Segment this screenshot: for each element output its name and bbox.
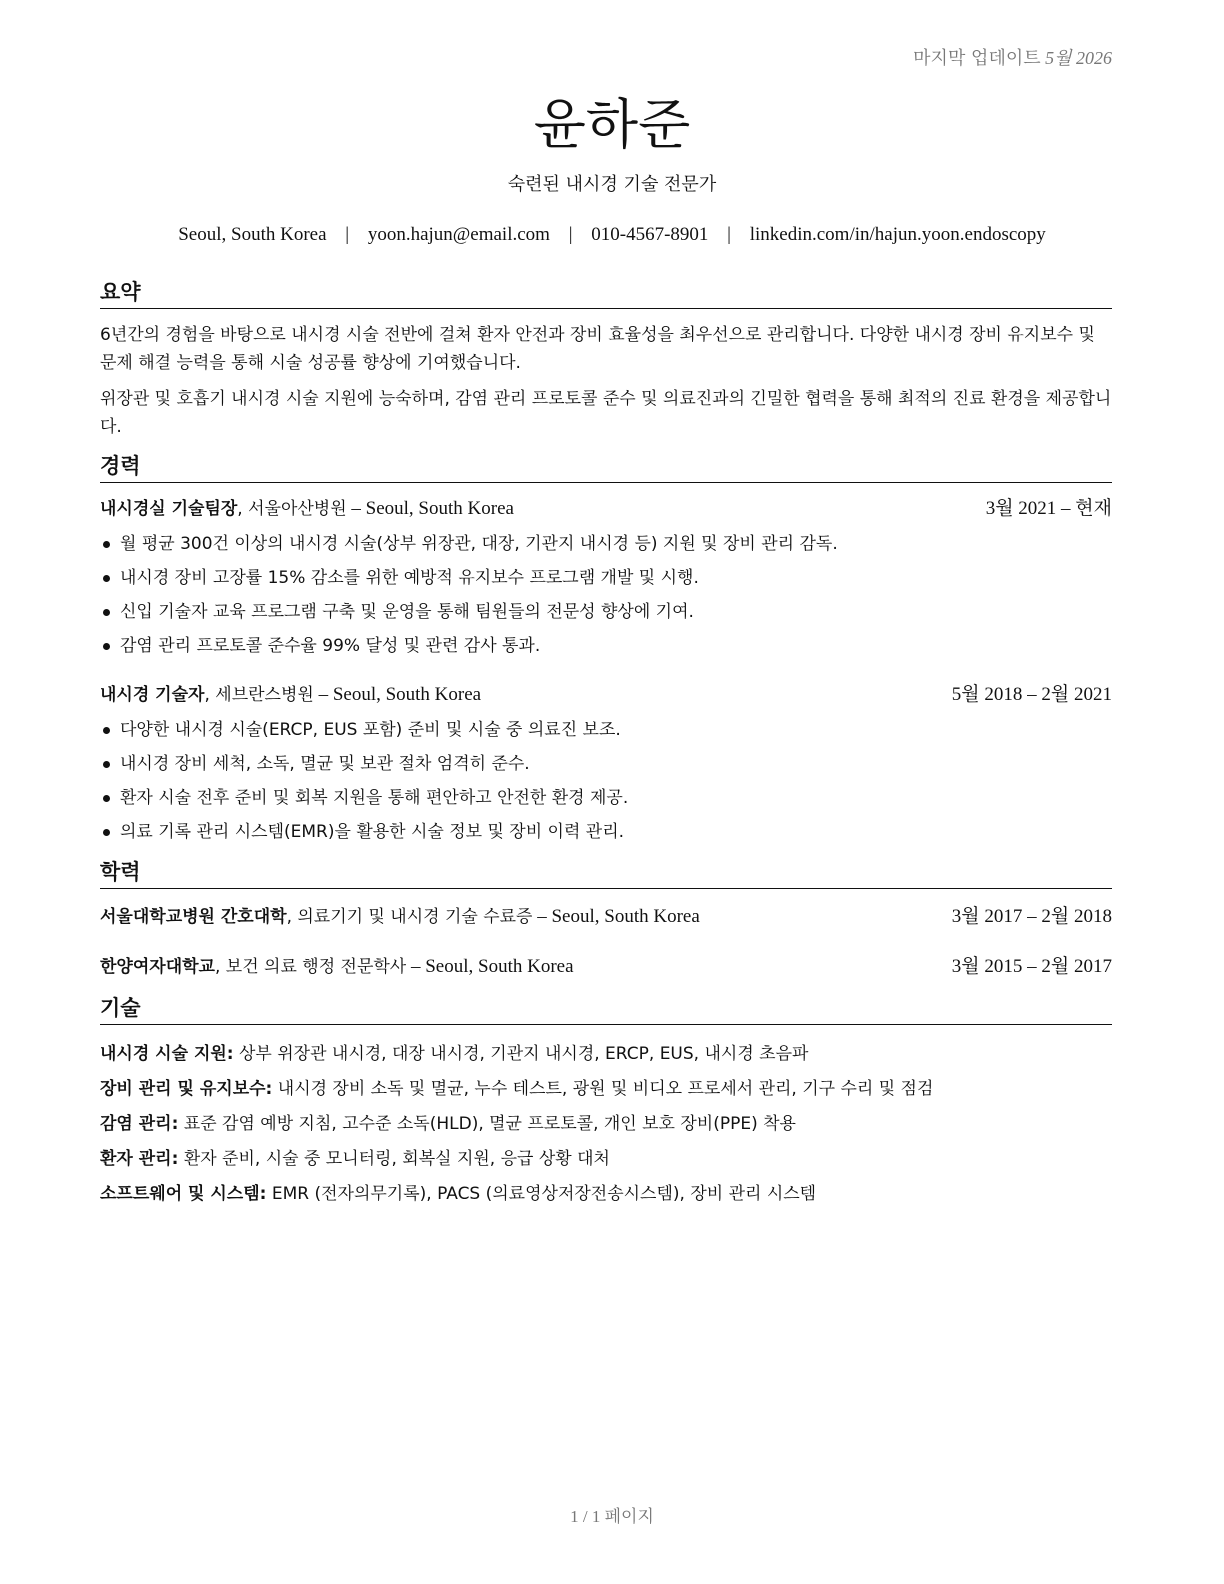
education-school: 한양여자대학교 <box>100 957 215 977</box>
contact-separator: | <box>568 224 573 245</box>
candidate-headline: 숙련된 내시경 기술 전문가 <box>507 174 717 195</box>
education-school: 서울대학교병원 간호대학 <box>100 907 287 927</box>
skill-label: 감염 관리: <box>100 1114 179 1134</box>
section-title-summary: 요약 <box>100 276 1112 309</box>
skill-line <box>100 1107 1112 1142</box>
education-degree: 의료기기 및 내시경 기술 수료증 <box>297 907 533 927</box>
contact-line <box>0 224 1224 246</box>
education-location: Seoul, South Korea <box>425 956 574 977</box>
education-degree: 보건 의료 행정 전문학사 <box>225 957 407 977</box>
job-location: Seoul, South Korea <box>332 684 482 705</box>
skill-value: 표준 감염 예방 지침, 고수준 소독(HLD), 멸균 프로토콜, 개인 보호 장비(PPE) 착용 <box>183 1114 796 1134</box>
list-item: 신입 기술자 교육 프로그램 구축 및 운영을 통해 팀원들의 전문성 향상에 기여. <box>100 595 1112 629</box>
job-location: Seoul, South Korea <box>365 498 514 519</box>
last-updated-date: 5월 2026 <box>1045 48 1112 68</box>
job-org: 세브란스병원 <box>215 685 314 705</box>
list-item: 내시경 장비 고장률 15% 감소를 위한 예방적 유지보수 프로그램 개발 및 시행. <box>100 561 1112 595</box>
summary-paragraph: 6년간의 경험을 바탕으로 내시경 시술 전반에 걸쳐 환자 안전과 장비 효율성을 최우선으로 관리합니다. 다양한 내시경 장비 유지보수 및 문제 해결 능력을 통해 시술 성공률 향상에 기여했습니다. <box>100 325 1095 373</box>
contact-phone[interactable]: 010-4567-8901 <box>591 224 709 245</box>
job-role: 내시경 기술자 <box>100 685 205 705</box>
education-dates: 3월 2015 – 2월 2017 <box>951 956 1112 977</box>
education-entry: 한양여자대학교, 보건 의료 행정 전문학사 – Seoul, South Korea 3월 2015 – 2월 2017 <box>100 953 1112 981</box>
contact-separator: | <box>345 224 350 245</box>
skill-line <box>100 1037 1112 1072</box>
summary-paragraph: 위장관 및 호흡기 내시경 시술 지원에 능숙하며, 감염 관리 프로토콜 준수 및 의료진과의 긴밀한 협력을 통해 최적의 진료 환경을 제공합니다. <box>100 389 1112 437</box>
summary-section <box>100 276 1112 449</box>
list-item: 내시경 장비 세척, 소독, 멸균 및 보관 절차 엄격히 준수. <box>100 747 1112 781</box>
contact-location: Seoul, South Korea <box>178 224 327 245</box>
skill-value: 내시경 장비 소독 및 멸균, 누수 테스트, 광원 및 비디오 프로세서 관리, 기구 수리 및 점검 <box>277 1079 934 1099</box>
skill-value: 상부 위장관 내시경, 대장 내시경, 기관지 내시경, ERCP, EUS, 내시경 초음파 <box>239 1044 809 1064</box>
skill-value: EMR (전자의무기록), PACS (의료영상저장전송시스템), 장비 관리 시스템 <box>271 1184 817 1204</box>
contact-email[interactable]: yoon.hajun@email.com <box>367 224 550 245</box>
skill-value: 환자 준비, 시술 중 모니터링, 회복실 지원, 응급 상황 대처 <box>183 1149 610 1169</box>
list-item: 다양한 내시경 시술(ERCP, EUS 포함) 준비 및 시술 중 의료진 보조. <box>100 713 1112 747</box>
job-header: 내시경실 기술팀장, 서울아산병원 – Seoul, South Korea 3월 2021 – 현재 <box>100 495 1112 523</box>
section-title-skills: 기술 <box>100 992 1112 1025</box>
skill-label: 장비 관리 및 유지보수: <box>100 1079 273 1099</box>
job-dates: 5월 2018 – 2월 2021 <box>951 684 1112 705</box>
skill-label: 환자 관리: <box>100 1149 179 1169</box>
section-title-experience: 경력 <box>100 450 1112 483</box>
list-item: 월 평균 300건 이상의 내시경 시술(상부 위장관, 대장, 기관지 내시경 등) 지원 및 장비 관리 감독. <box>100 527 1112 561</box>
contact-separator: | <box>727 224 731 245</box>
page-number: 1 / 1 <box>570 1507 601 1526</box>
section-title-education: 학력 <box>100 856 1112 889</box>
last-updated <box>913 44 1112 70</box>
job-dates: 3월 2021 – 현재 <box>985 498 1112 519</box>
job-entry <box>100 495 1112 663</box>
page-label: 페이지 <box>604 1507 654 1527</box>
job-header: 내시경 기술자, 세브란스병원 – Seoul, South Korea 5월 2018 – 2월 2021 <box>100 681 1112 709</box>
list-item: 환자 시술 전후 준비 및 회복 지원을 통해 편안하고 안전한 환경 제공. <box>100 781 1112 815</box>
job-role: 내시경실 기술팀장 <box>100 499 238 519</box>
education-entry: 서울대학교병원 간호대학, 의료기기 및 내시경 기술 수료증 – Seoul, South Korea 3월 2017 – 2월 2018 <box>100 903 1112 931</box>
page-footer <box>0 1502 1224 1527</box>
experience-section <box>100 450 1112 849</box>
candidate-name: 윤하준 <box>533 93 691 156</box>
list-item: 의료 기록 관리 시스템(EMR)을 활용한 시술 정보 및 장비 이력 관리. <box>100 815 1112 849</box>
education-dates: 3월 2017 – 2월 2018 <box>951 906 1112 927</box>
job-bullets <box>100 713 1112 849</box>
contact-linkedin[interactable]: linkedin.com/in/hajun.yoon.endoscopy <box>749 224 1046 245</box>
job-bullets <box>100 527 1112 663</box>
skills-section <box>100 992 1112 1212</box>
last-updated-label: 마지막 업데이트 <box>913 48 1041 69</box>
job-org: 서울아산병원 <box>248 499 347 519</box>
list-item: 감염 관리 프로토콜 준수율 99% 달성 및 관련 감사 통과. <box>100 629 1112 663</box>
skill-label: 소프트웨어 및 시스템: <box>100 1184 267 1204</box>
job-entry <box>100 681 1112 849</box>
skill-line <box>100 1142 1112 1177</box>
education-section <box>100 856 1112 981</box>
skill-line <box>100 1177 1112 1212</box>
skill-line <box>100 1072 1112 1107</box>
skill-label: 내시경 시술 지원: <box>100 1044 234 1064</box>
education-location: Seoul, South Korea <box>551 906 700 927</box>
